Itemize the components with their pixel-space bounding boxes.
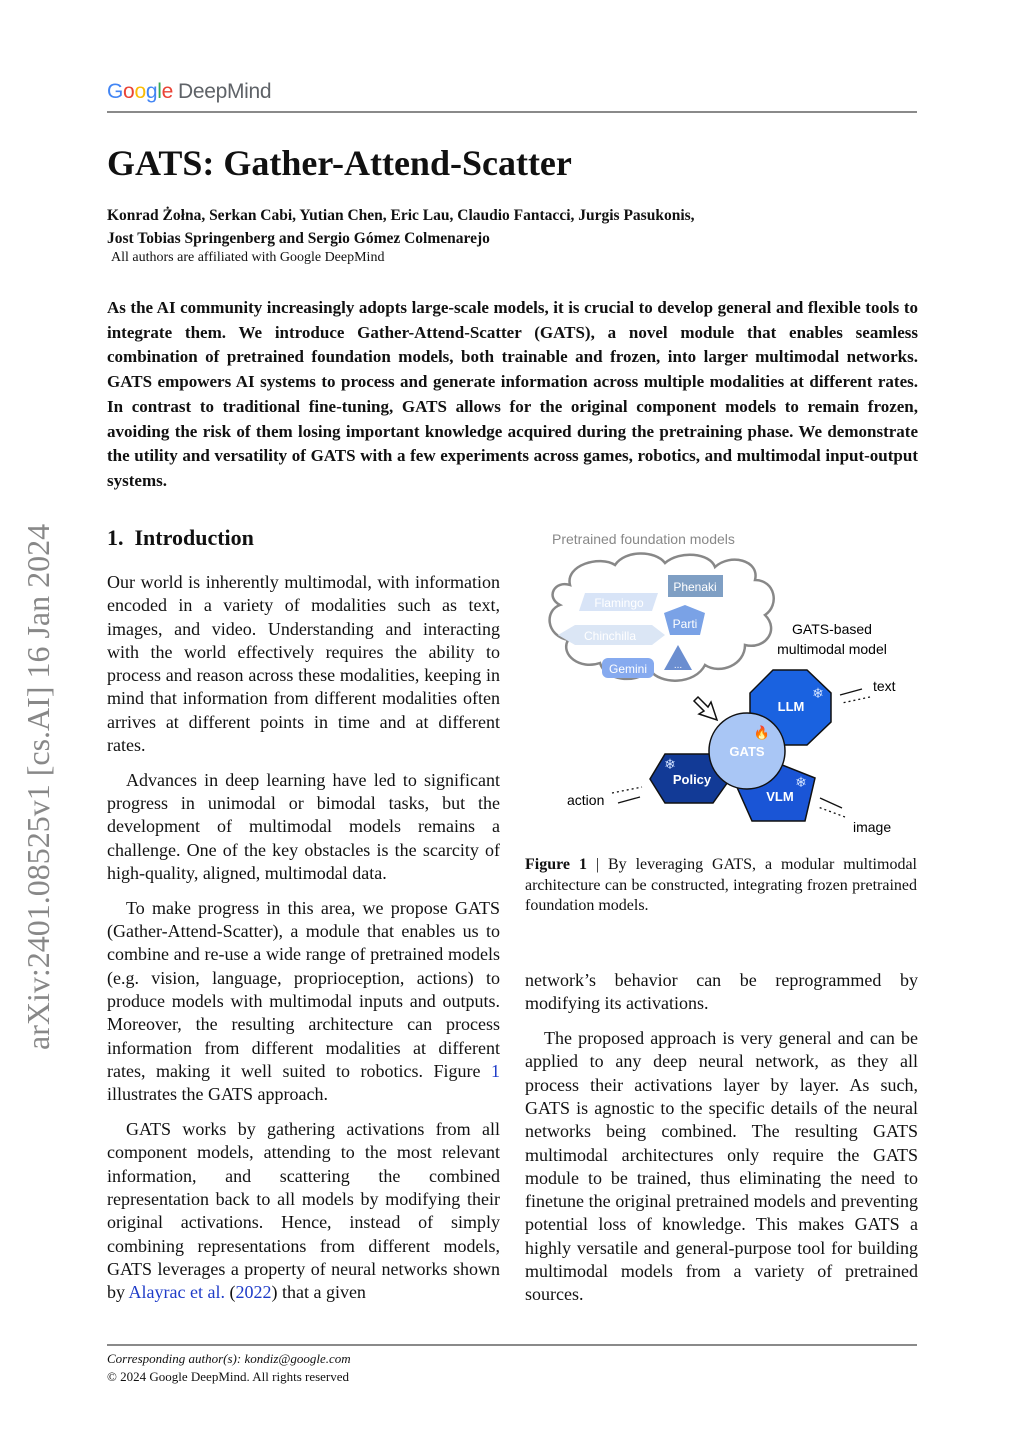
action-io-label: action bbox=[567, 792, 605, 808]
model-label-parti: Parti bbox=[672, 617, 698, 631]
footer bbox=[107, 1350, 351, 1386]
affiliation: All authors are affiliated with Google DeepMind bbox=[111, 250, 385, 265]
authors-line: Konrad Żołna, Serkan Cabi, Yutian Chen, Eric Lau, Claudio Fantacci, Jurgis Pasukonis, bbox=[107, 207, 695, 224]
cloud-title: Pretrained foundation models bbox=[552, 531, 735, 547]
output-arrow bbox=[840, 689, 862, 695]
logo-letter: e bbox=[161, 80, 173, 103]
paragraph: Our world is inherently multimodal, with information encoded in a variety of modalities such as text, images, and video. Understanding and interacting with the world effectively requires the ability to process and reason across these modalities, keeping in mind that information from different modalities often arrives at different points in time and at different rates. bbox=[107, 572, 500, 756]
snowflake-icon: ❄ bbox=[812, 685, 824, 701]
abstract: As the AI community increasingly adopts large-scale models, it is crucial to develop general and flexible tools to integrate them. We introduce Gather-Attend-Scatter (GATS), a novel module that enables seamless combination of pretrained foundation models, both trainable and frozen, into larger multimodal networks. GATS empowers AI systems to process and generate information across multiple modalities at different rates. In contrast to traditional fine-tuning, GATS allows for the original component models to remain frozen, avoiding the risk of them losing important knowledge acquired during the pretraining phase. We demonstrate the utility and versatility of GATS with a few experiments across games, robotics, and multimodal input-output systems. bbox=[107, 298, 918, 490]
paragraph-text: illustrates the GATS approach. bbox=[107, 1084, 328, 1105]
paragraph-text: ) that a given bbox=[271, 1282, 366, 1303]
paragraph: network’s behavior can be reprogrammed by modifying its activations. bbox=[525, 970, 918, 1014]
snowflake-icon: ❄ bbox=[664, 756, 676, 772]
footer-rule bbox=[107, 1344, 917, 1346]
section-heading bbox=[107, 525, 254, 551]
authors-line: Jost Tobias Springenberg and Sergio Gómez Colmenarejo bbox=[107, 230, 490, 247]
caption-label: Figure 1 bbox=[525, 856, 587, 873]
model-label-flamingo: Flamingo bbox=[594, 596, 644, 610]
model-label-chinchilla: Chinchilla bbox=[583, 629, 637, 643]
figure-caption bbox=[525, 855, 917, 917]
citation-year-link[interactable]: 2022 bbox=[235, 1282, 272, 1303]
gats-model-title: multimodal model bbox=[777, 641, 887, 657]
input-arrow bbox=[818, 807, 845, 817]
input-arrow bbox=[612, 787, 642, 793]
paper-title: GATS: Gather-Attend-Scatter bbox=[107, 143, 572, 183]
author-list bbox=[107, 204, 918, 250]
arxiv-identifier: arXiv:2401.08525v1 [cs.AI] 16 Jan 2024 bbox=[20, 523, 56, 1050]
header-rule bbox=[107, 111, 917, 113]
image-io-label: image bbox=[853, 819, 892, 835]
model-label-gemini: Gemini bbox=[608, 662, 648, 676]
cloud-shape bbox=[550, 553, 774, 680]
section-number: 1. bbox=[107, 525, 124, 550]
output-arrow bbox=[618, 797, 640, 803]
vlm-label: VLM bbox=[766, 789, 794, 804]
text-io-label: text bbox=[873, 678, 896, 694]
logo-letter: G bbox=[107, 80, 124, 103]
left-column bbox=[107, 571, 500, 1316]
logo-suffix: DeepMind bbox=[177, 80, 272, 103]
paragraph-text: GATS works by gathering activations from all component models, attending to the most relevant information, and scattering the combined representation back to all models by modifying their original activations. Hence, instead of simply combining representations from different models, GATS leverages a property of neural networks shown by bbox=[107, 1119, 500, 1303]
paragraph-text: ( bbox=[224, 1282, 236, 1303]
llm-label: LLM bbox=[777, 699, 805, 714]
paragraph bbox=[107, 897, 500, 1107]
policy-label: Policy bbox=[672, 772, 712, 787]
logo-letter: o bbox=[134, 80, 146, 103]
right-column bbox=[525, 969, 918, 1318]
logo-letter: g bbox=[145, 80, 158, 103]
caption-separator: | bbox=[586, 856, 608, 873]
input-arrow bbox=[842, 697, 870, 703]
paragraph: The proposed approach is very general and can be applied to any deep neural network, as they all process their activations layer by layer. As such, GATS is agnostic to the specific details of the neural networks being combined. The resulting GATS multimodal architectures only require the GATS module to be trained, thus eliminating the need to finetune the original pretrained models and preventing potential loss of knowledge. This makes GATS a highly versatile and general-purpose tool for building multimodal models from a variety of pretrained sources. bbox=[525, 1028, 918, 1305]
figure-1-diagram bbox=[530, 525, 930, 845]
logo-letter: o bbox=[123, 80, 135, 103]
caption-text: By leveraging GATS, a modular multimodal architecture can be constructed, integrating frozen pretrained foundation models. bbox=[525, 856, 917, 914]
arrow-icon bbox=[694, 697, 717, 720]
snowflake-icon: ❄ bbox=[795, 774, 807, 790]
figure-reference-link[interactable]: 1 bbox=[491, 1060, 500, 1081]
citation-link[interactable]: Alayrac et al. bbox=[128, 1282, 225, 1303]
google-deepmind-logo bbox=[107, 80, 271, 104]
gats-label: GATS bbox=[729, 744, 765, 759]
corresponding-author: Corresponding author(s): kondiz@google.com bbox=[107, 1351, 351, 1366]
logo-letter: l bbox=[157, 80, 162, 103]
paragraph bbox=[107, 1118, 500, 1304]
gats-model-title: GATS-based bbox=[792, 621, 872, 637]
paragraph-text: To make progress in this area, we propose GATS (Gather-Attend-Scatter), a module that enables us to combine and re-use a wide range of pretrained models (e.g. vision, language, proprioception, actions) to produce models with multimodal inputs and outputs. Moreover, the resulting architecture can process information from different modalities at different rates, making it well suited to robotics. Figure bbox=[107, 897, 500, 1081]
section-title: Introduction bbox=[134, 525, 254, 550]
output-arrow bbox=[820, 798, 842, 808]
model-label-more: ... bbox=[673, 660, 683, 671]
model-label-phenaki: Phenaki bbox=[673, 580, 717, 594]
fire-icon: 🔥 bbox=[753, 725, 771, 740]
paragraph: Advances in deep learning have led to significant progress in unimodal or bimodal tasks, but the development of multimodal models remains a challenge. One of the key obstacles is the scarcity of high-quality, aligned, multimodal data. bbox=[107, 769, 500, 884]
copyright: © 2024 Google DeepMind. All rights reserved bbox=[107, 1369, 350, 1384]
